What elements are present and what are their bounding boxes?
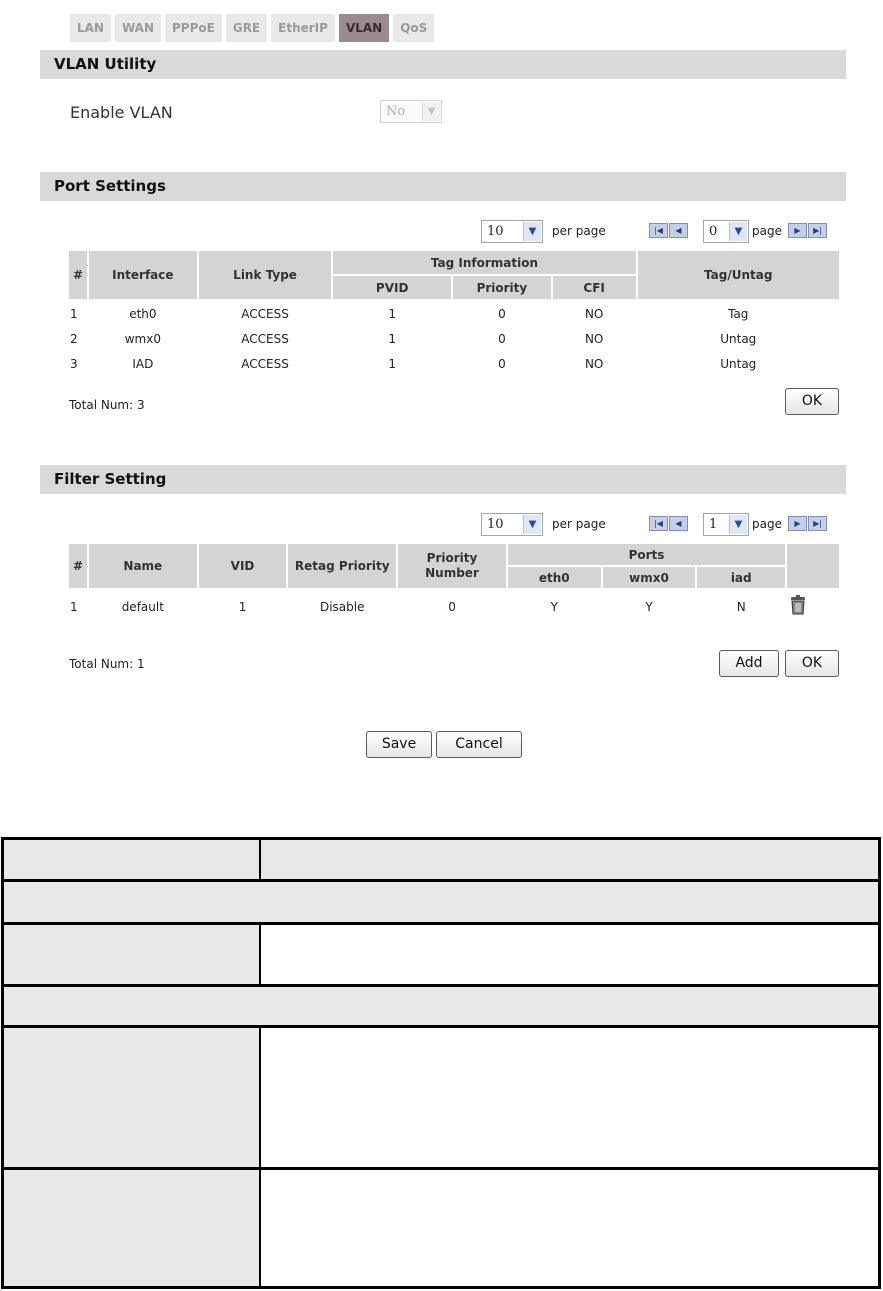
port-ok-button[interactable]: OK [785, 388, 839, 415]
col-header-retag-priority: Retag Priority [287, 543, 397, 589]
col-header-interface: Interface [88, 250, 198, 300]
tab-qos[interactable]: QoS [393, 14, 434, 42]
doc-divider [259, 840, 261, 882]
table-row [68, 589, 840, 623]
prev-page-icon[interactable]: ◀ [669, 516, 688, 531]
cell-tag: Tag [728, 306, 749, 321]
chevron-down-icon: ▼ [729, 222, 747, 241]
port-per-page-value: 10 [487, 224, 504, 239]
doc-label-cell [4, 925, 259, 984]
port-page-value: 0 [709, 224, 718, 239]
cell-vid: 1 [238, 599, 247, 614]
cell-num: 3 [70, 356, 78, 371]
cell-link-type: ACCESS [241, 331, 289, 346]
port-page-select[interactable] [703, 220, 749, 243]
next-page-icon[interactable]: ▶ [788, 223, 807, 238]
cell-priority-number: 0 [448, 599, 456, 614]
cell-eth0: Y [550, 599, 558, 614]
chevron-down-icon: ▼ [523, 222, 541, 241]
doc-label-cell [4, 1170, 259, 1286]
enable-vlan-label: Enable VLAN [70, 103, 173, 122]
chevron-down-icon: ▼ [422, 102, 440, 121]
doc-divider [259, 925, 261, 987]
col-header-pvid: PVID [332, 275, 452, 300]
cell-priority: 0 [498, 331, 506, 346]
first-page-icon[interactable]: |◀ [649, 223, 668, 238]
col-header-name: Name [88, 543, 198, 589]
section-header-vlan-utility: VLAN Utility [40, 50, 846, 79]
filter-per-page-value: 10 [487, 517, 504, 532]
table-row [68, 351, 840, 376]
col-header-num: # [68, 543, 88, 589]
port-page-label: page [752, 224, 782, 238]
port-nav-prev [649, 223, 689, 237]
cell-interface: wmx0 [124, 331, 161, 346]
doc-section-row [4, 882, 878, 925]
col-header-vid: VID [198, 543, 288, 589]
filter-page-select[interactable] [703, 513, 749, 536]
col-header-iad: iad [696, 566, 786, 589]
filter-per-page-select[interactable] [481, 513, 543, 536]
col-header-wmx0: wmx0 [602, 566, 697, 589]
filter-nav-prev [649, 516, 689, 530]
col-header-eth0: eth0 [507, 566, 602, 589]
section-header-port-settings: Port Settings [40, 172, 846, 201]
tab-bar [70, 14, 438, 42]
col-header-priority: Priority [452, 275, 552, 300]
filter-add-button[interactable]: Add [719, 650, 779, 677]
cell-tag: Untag [720, 356, 757, 371]
prev-page-icon[interactable]: ◀ [669, 223, 688, 238]
cell-priority: 0 [498, 306, 506, 321]
tab-wan[interactable]: WAN [115, 14, 161, 42]
tab-gre[interactable]: GRE [226, 14, 267, 42]
doc-label-cell [4, 1028, 259, 1167]
filter-per-page-label: per page [552, 517, 606, 531]
cell-interface: eth0 [129, 306, 157, 321]
filter-setting-table [67, 542, 841, 623]
cell-priority: 0 [498, 356, 506, 371]
enable-vlan-value: No [386, 104, 406, 119]
cell-retag-priority: Disable [319, 599, 365, 614]
tab-lan[interactable]: LAN [70, 14, 111, 42]
col-header-tag-information: Tag Information [332, 250, 636, 275]
doc-row [4, 925, 878, 987]
filter-total-num: Total Num: 1 [69, 657, 145, 671]
cell-pvid: 1 [388, 306, 396, 321]
filter-ok-button[interactable]: OK [785, 650, 839, 677]
cell-action [786, 589, 840, 623]
col-header-num: # [68, 250, 88, 300]
col-header-link-type: Link Type [198, 250, 333, 300]
cell-num: 1 [70, 599, 78, 614]
col-header-ports: Ports [507, 543, 786, 566]
next-page-icon[interactable]: ▶ [788, 516, 807, 531]
cell-interface: IAD [132, 356, 154, 371]
filter-nav-next [788, 516, 828, 530]
cell-wmx0: Y [645, 599, 653, 614]
cell-pvid: 1 [388, 356, 396, 371]
last-page-icon[interactable]: ▶| [808, 223, 827, 238]
enable-vlan-select[interactable] [380, 100, 442, 123]
port-per-page-select[interactable] [481, 220, 543, 243]
filter-page-label: page [752, 517, 782, 531]
last-page-icon[interactable]: ▶| [808, 516, 827, 531]
cell-pvid: 1 [388, 331, 396, 346]
cell-tag: Untag [720, 331, 757, 346]
col-header-tag-untag: Tag/Untag [637, 250, 840, 300]
port-per-page-label: per page [552, 224, 606, 238]
port-nav-next [788, 223, 828, 237]
save-button[interactable]: Save [366, 731, 432, 758]
cell-name: default [121, 599, 164, 614]
section-header-filter-setting: Filter Setting [40, 465, 846, 494]
cell-iad: N [736, 599, 746, 614]
doc-divider [259, 1028, 261, 1286]
tab-etherip[interactable]: EtherIP [271, 14, 335, 42]
document-table [1, 837, 881, 1289]
doc-row [4, 1170, 878, 1286]
cell-cfi: NO [584, 331, 604, 346]
cancel-button[interactable]: Cancel [436, 731, 522, 758]
doc-row [4, 1028, 878, 1170]
doc-header-row [4, 840, 878, 882]
cell-link-type: ACCESS [241, 306, 289, 321]
col-header-action [786, 543, 840, 589]
tab-vlan[interactable]: VLAN [339, 14, 389, 42]
port-total-num: Total Num: 3 [69, 398, 145, 412]
chevron-down-icon: ▼ [523, 515, 541, 534]
cell-num: 1 [70, 306, 78, 321]
table-row [68, 300, 840, 326]
cell-cfi: NO [584, 356, 604, 371]
filter-page-value: 1 [709, 517, 718, 532]
cell-link-type: ACCESS [241, 356, 289, 371]
first-page-icon[interactable]: |◀ [649, 516, 668, 531]
port-settings-table [67, 249, 841, 376]
col-header-cfi: CFI [552, 275, 637, 300]
trash-icon[interactable] [790, 595, 806, 615]
tab-pppoe[interactable]: PPPoE [165, 14, 222, 42]
chevron-down-icon: ▼ [729, 515, 747, 534]
cell-cfi: NO [584, 306, 604, 321]
cell-num: 2 [70, 331, 78, 346]
col-header-priority-number: Priority Number [397, 543, 507, 589]
doc-section-row [4, 987, 878, 1028]
table-row [68, 326, 840, 351]
